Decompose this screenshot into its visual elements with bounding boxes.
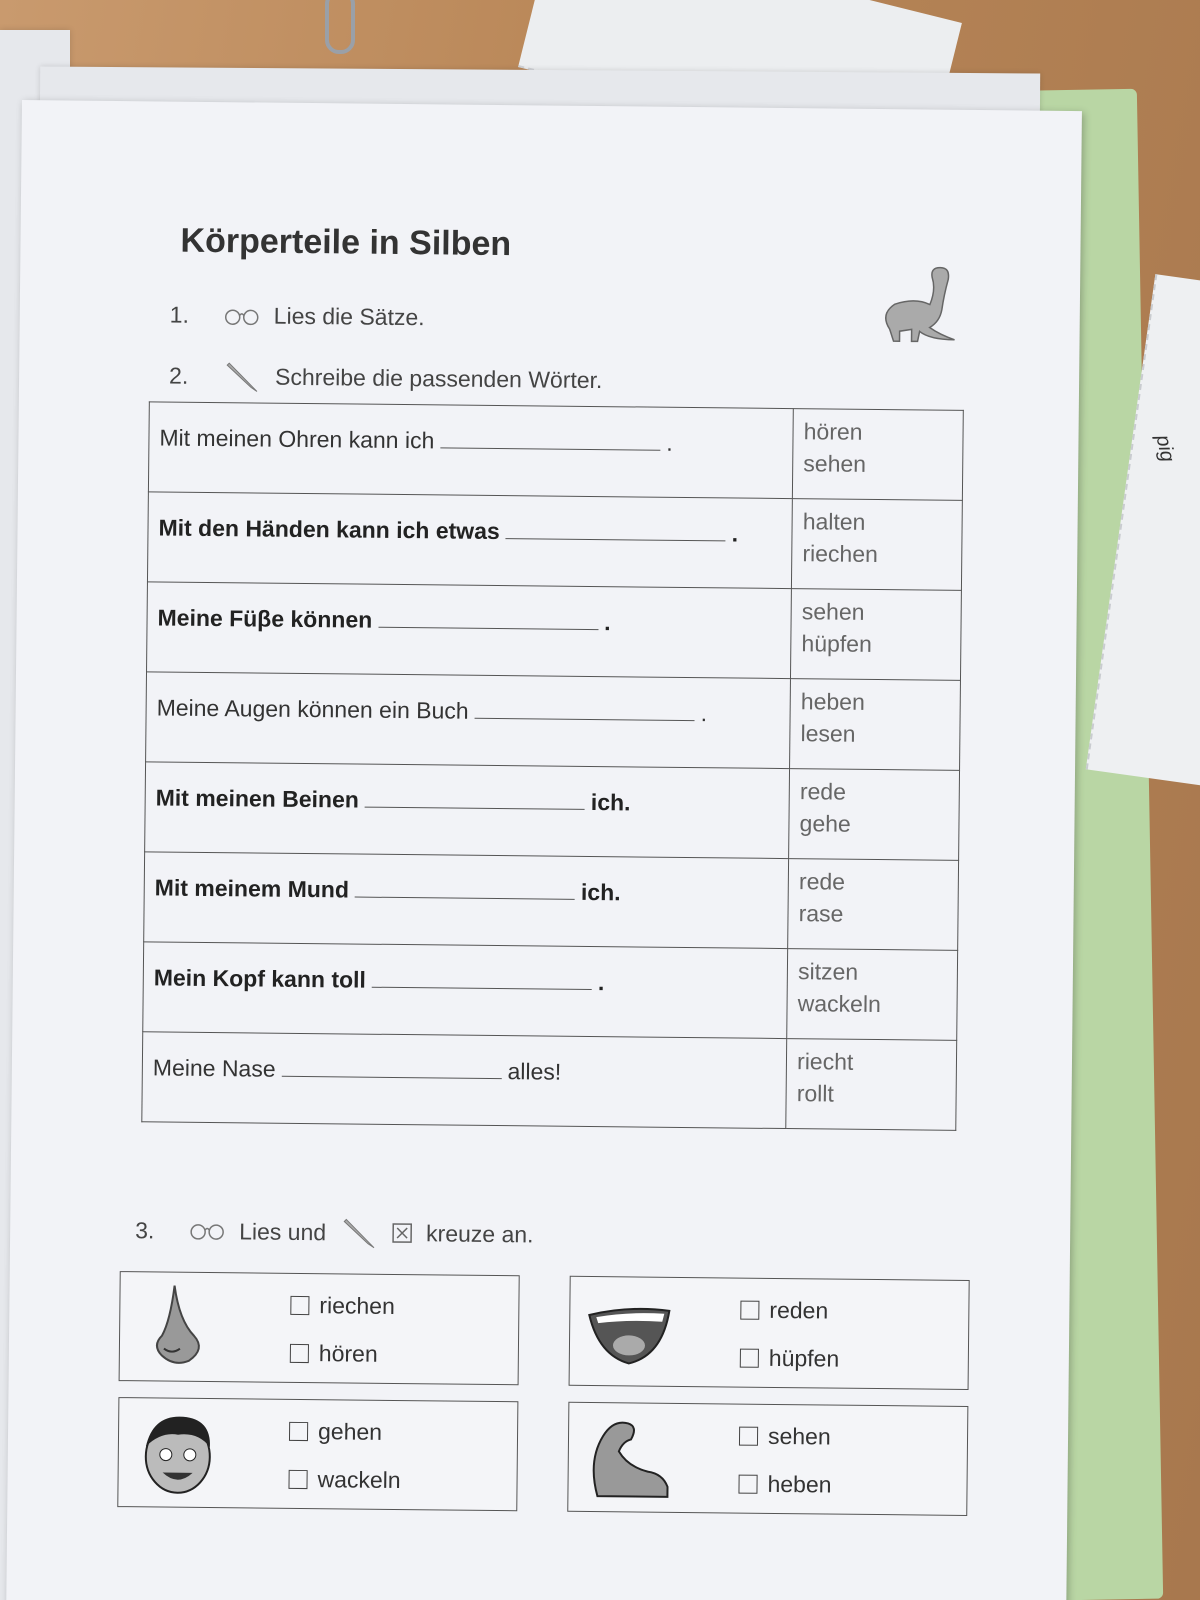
option-label: reden: [769, 1296, 829, 1324]
table-row: [144, 852, 959, 951]
quiz-option[interactable]: [738, 1471, 831, 1499]
options-cell: [789, 769, 960, 861]
table-row: [143, 942, 958, 1041]
option-word: rollt: [796, 1080, 834, 1107]
quiz-box-head: [117, 1397, 518, 1511]
quiz-option[interactable]: [288, 1466, 400, 1494]
task-2-number: 2.: [168, 362, 189, 389]
option-word: sehen: [803, 450, 867, 477]
option-word: rase: [798, 900, 844, 927]
option-word: riecht: [796, 1048, 854, 1075]
sentence-text: Mit meinen Ohren kann ich: [159, 424, 435, 454]
sentence-end: .: [731, 520, 739, 547]
sentence-cell: [148, 402, 793, 499]
option-word: heben: [800, 688, 865, 715]
quiz-option[interactable]: [289, 1418, 382, 1446]
option-label: hören: [318, 1340, 378, 1367]
option-label: heben: [767, 1470, 832, 1498]
table-row: [147, 492, 962, 591]
options-cell: [791, 589, 962, 681]
sentence-cell: [145, 762, 790, 859]
option-label: hüpfen: [768, 1344, 840, 1372]
task-2: [169, 357, 603, 400]
sentence-text: Mein Kopf kann toll: [153, 964, 367, 993]
task-1-number: 1.: [169, 301, 190, 328]
options-cell: [787, 949, 958, 1041]
arm-icon: [582, 1411, 673, 1502]
quiz-option[interactable]: [739, 1423, 831, 1451]
option-word: halten: [802, 508, 866, 535]
task-3-text-b: kreuze an.: [425, 1219, 534, 1247]
options-cell: [788, 859, 959, 951]
task-3-text-a: Lies und: [239, 1217, 327, 1245]
sentence-end: alles!: [507, 1058, 562, 1085]
paperclip: [325, 0, 355, 54]
quiz-area: [120, 1271, 960, 1498]
quiz-box-nose: [119, 1271, 520, 1385]
table-row: [147, 582, 962, 681]
sentence-text: Mit meinen Beinen: [155, 784, 360, 813]
answer-blank[interactable]: [440, 428, 660, 450]
answer-blank[interactable]: [506, 519, 726, 541]
mouth-icon: [584, 1285, 675, 1376]
answer-blank[interactable]: [378, 608, 598, 630]
checkbox[interactable]: [738, 1475, 757, 1494]
sentence-cell: [146, 672, 791, 769]
side-paper-text: pig: [1151, 433, 1179, 464]
sentence-end: .: [700, 700, 708, 727]
word-table: [141, 401, 964, 1130]
pencil-icon: [340, 1213, 378, 1251]
quiz-box-arm: [567, 1402, 968, 1516]
nose-icon: [134, 1280, 225, 1371]
answer-blank[interactable]: [355, 878, 575, 900]
sentence-end: ich.: [590, 788, 631, 816]
quiz-option[interactable]: [290, 1340, 378, 1368]
option-word: hüpfen: [801, 630, 872, 657]
task-3: [135, 1211, 534, 1253]
sentence-cell: [147, 582, 792, 679]
dinosaur-icon: [869, 259, 965, 355]
sentence-text: Meine Füβe können: [157, 604, 373, 633]
sentence-end: .: [604, 609, 611, 636]
pencil-icon: [223, 357, 261, 395]
checkbox[interactable]: [290, 1296, 309, 1315]
answer-blank[interactable]: [475, 699, 695, 721]
option-label: sehen: [767, 1422, 831, 1450]
glasses-icon: [224, 307, 260, 325]
task-1-text: Lies die Sätze.: [273, 302, 425, 331]
sentence-end: .: [597, 969, 605, 996]
sentence-cell: [142, 1032, 787, 1129]
checked-box-icon: [392, 1223, 412, 1243]
table-row: [145, 762, 960, 861]
worksheet-page: [6, 100, 1082, 1600]
table-row: [148, 402, 963, 501]
checkbox[interactable]: [739, 1427, 758, 1446]
sentence-text: Meine Nase: [152, 1054, 276, 1082]
page-title: Körperteile in Silben: [180, 221, 512, 264]
checkbox[interactable]: [740, 1349, 759, 1368]
answer-blank[interactable]: [282, 1057, 502, 1079]
option-word: sehen: [801, 598, 865, 625]
option-word: riechen: [802, 540, 879, 567]
sentence-end: ich.: [580, 878, 621, 906]
sentence-text: Meine Augen können ein Buch: [156, 694, 469, 724]
option-word: rede: [799, 778, 847, 805]
sentence-cell: [143, 942, 788, 1039]
options-cell: [786, 1039, 957, 1131]
quiz-option[interactable]: [740, 1345, 840, 1373]
sentence-text: Mit den Händen kann ich etwas: [158, 514, 500, 545]
option-word: wackeln: [797, 990, 881, 1018]
option-word: rede: [798, 868, 846, 895]
answer-blank[interactable]: [372, 968, 592, 990]
checkbox[interactable]: [740, 1301, 759, 1320]
head-icon: [132, 1406, 223, 1497]
option-label: gehen: [317, 1418, 383, 1445]
quiz-option[interactable]: [740, 1297, 828, 1325]
option-label: wackeln: [317, 1466, 401, 1494]
option-label: riechen: [319, 1292, 395, 1319]
sentence-cell: [144, 852, 789, 949]
option-word: gehe: [799, 810, 851, 837]
options-cell: [793, 409, 964, 501]
options-cell: [792, 499, 963, 591]
checkbox[interactable]: [289, 1422, 308, 1441]
task-3-number: 3.: [135, 1216, 155, 1243]
sentence-text: Mit meinem Mund: [154, 874, 350, 903]
option-word: sitzen: [797, 958, 859, 985]
table-row: [146, 672, 961, 771]
checkbox[interactable]: [290, 1344, 309, 1363]
quiz-box-mouth: [569, 1276, 970, 1390]
option-word: lesen: [800, 720, 856, 747]
task-1: [170, 302, 425, 332]
options-cell: [790, 679, 961, 771]
answer-blank[interactable]: [365, 788, 585, 810]
glasses-icon: [189, 1222, 225, 1240]
table-row: [142, 1032, 957, 1131]
option-word: hören: [803, 418, 863, 445]
task-2-text: Schreibe die passenden Wörter.: [274, 363, 603, 393]
sentence-end: .: [666, 429, 673, 456]
checkbox[interactable]: [288, 1470, 307, 1489]
sentence-cell: [147, 492, 792, 589]
quiz-option[interactable]: [290, 1292, 395, 1320]
